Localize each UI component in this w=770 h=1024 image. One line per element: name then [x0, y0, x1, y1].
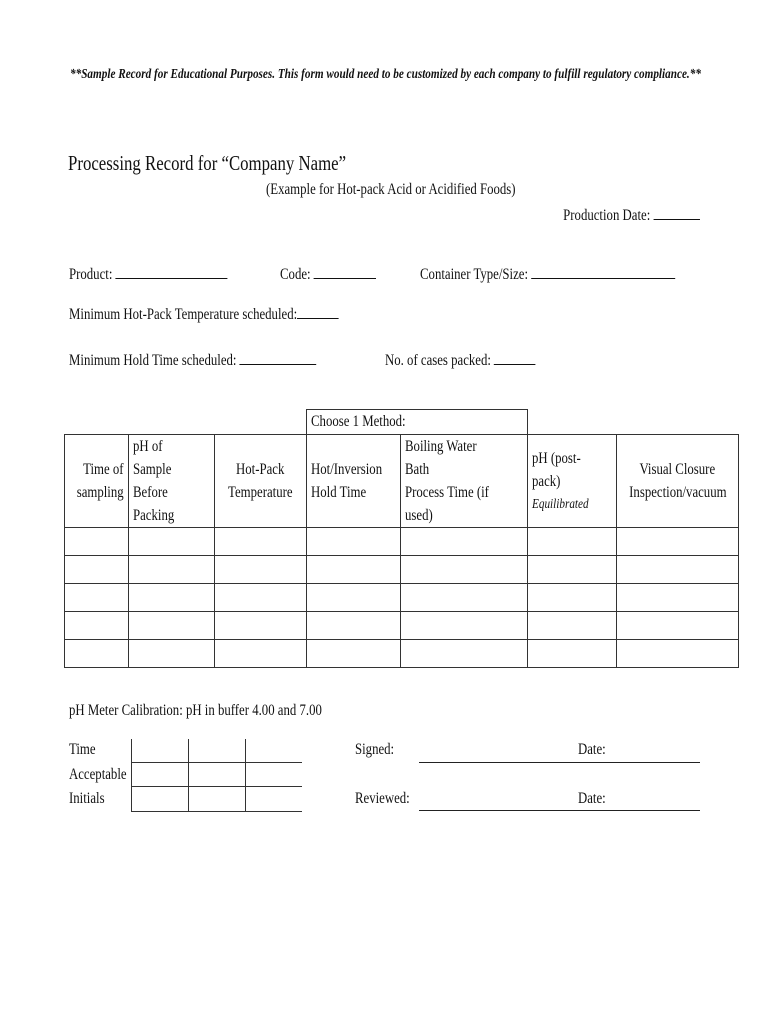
table-cell[interactable]: [214, 528, 306, 556]
code-field[interactable]: [280, 264, 400, 284]
col-header-ph-before: pH of Sample Before Packing: [128, 435, 214, 528]
table-row: [65, 556, 739, 584]
table-cell[interactable]: [65, 612, 129, 640]
calibration-row-label-acceptable: Acceptable: [69, 766, 127, 783]
product-label: Product:: [69, 266, 113, 283]
table-cell[interactable]: [214, 612, 306, 640]
table-cell[interactable]: [527, 584, 616, 612]
col-header-hotpack-temp: Hot-Pack Temperature: [214, 435, 306, 528]
reviewed-label: Reviewed:: [355, 790, 410, 807]
table-cell[interactable]: [128, 528, 214, 556]
min-temp-field[interactable]: [69, 304, 406, 324]
reviewed-date-label: Date:: [578, 790, 606, 807]
table-row: [65, 584, 739, 612]
table-cell[interactable]: [306, 528, 400, 556]
table-cell[interactable]: [616, 584, 739, 612]
min-hold-field[interactable]: [69, 350, 378, 370]
reviewed-line[interactable]: [419, 810, 700, 811]
container-field[interactable]: [420, 264, 739, 284]
container-label: Container Type/Size:: [420, 266, 528, 283]
table-cell[interactable]: [306, 640, 400, 668]
calibration-row-label-initials: Initials: [69, 790, 105, 807]
col-header-visual-closure: Visual Closure Inspection/vacuum: [616, 435, 739, 528]
table-cell[interactable]: [214, 556, 306, 584]
table-cell[interactable]: [65, 640, 129, 668]
production-date-field[interactable]: [529, 205, 700, 225]
choose-method-header: Choose 1 Method:: [306, 410, 527, 435]
table-cell[interactable]: [616, 612, 739, 640]
table-cell[interactable]: [400, 640, 527, 668]
table-cell[interactable]: [400, 528, 527, 556]
col-header-ph-post: pH (post-pack) Equilibrated: [527, 435, 616, 528]
col-header-time: Time of sampling: [65, 435, 129, 528]
table-cell[interactable]: [128, 612, 214, 640]
production-date-label: Production Date:: [563, 207, 651, 224]
table-cell[interactable]: [306, 612, 400, 640]
table-cell[interactable]: [65, 556, 129, 584]
table-cell[interactable]: [128, 556, 214, 584]
signed-label: Signed:: [355, 741, 395, 758]
col-header-boiling-bath: Boiling Water Bath Process Time (if used): [400, 435, 527, 528]
table-cell[interactable]: [400, 556, 527, 584]
code-label: Code:: [280, 266, 311, 283]
table-cell[interactable]: [65, 584, 129, 612]
table-cell[interactable]: [400, 584, 527, 612]
method-header-row: [65, 410, 739, 435]
table-cell[interactable]: [527, 528, 616, 556]
min-temp-label: Minimum Hot-Pack Temperature scheduled:: [69, 306, 298, 323]
processing-table: [64, 409, 739, 668]
table-cell[interactable]: [128, 640, 214, 668]
table-cell[interactable]: [65, 528, 129, 556]
table-cell[interactable]: [400, 612, 527, 640]
table-cell[interactable]: [616, 556, 739, 584]
table-cell[interactable]: [527, 640, 616, 668]
calibration-row-label-time: Time: [69, 741, 96, 758]
product-field[interactable]: [69, 264, 267, 284]
table-cell[interactable]: [527, 556, 616, 584]
table-row: [65, 612, 739, 640]
disclaimer-note: **Sample Record for Educational Purposes. This form would need to be customized by each company to fulfill regulatory compliance.**: [70, 67, 701, 82]
col-header-hold-time: Hot/Inversion Hold Time: [306, 435, 400, 528]
table-cell[interactable]: [214, 640, 306, 668]
table-cell[interactable]: [616, 528, 739, 556]
cases-label: No. of cases packed:: [385, 352, 491, 369]
table-cell[interactable]: [214, 584, 306, 612]
column-header-row: [65, 435, 739, 528]
table-cell[interactable]: [527, 612, 616, 640]
table-row: [65, 640, 739, 668]
cases-field[interactable]: [385, 350, 573, 370]
min-hold-label: Minimum Hold Time scheduled:: [69, 352, 237, 369]
table-cell[interactable]: [128, 584, 214, 612]
signed-line[interactable]: [419, 762, 700, 763]
table-row: [65, 528, 739, 556]
table-cell[interactable]: [306, 556, 400, 584]
form-subtitle: (Example for Hot-pack Acid or Acidified Foods): [266, 181, 516, 198]
table-cell[interactable]: [306, 584, 400, 612]
table-cell[interactable]: [616, 640, 739, 668]
form-title: Processing Record for “Company Name”: [68, 151, 347, 175]
signed-date-label: Date:: [578, 741, 606, 758]
calibration-title: pH Meter Calibration: pH in buffer 4.00 and 7.00: [69, 702, 322, 719]
